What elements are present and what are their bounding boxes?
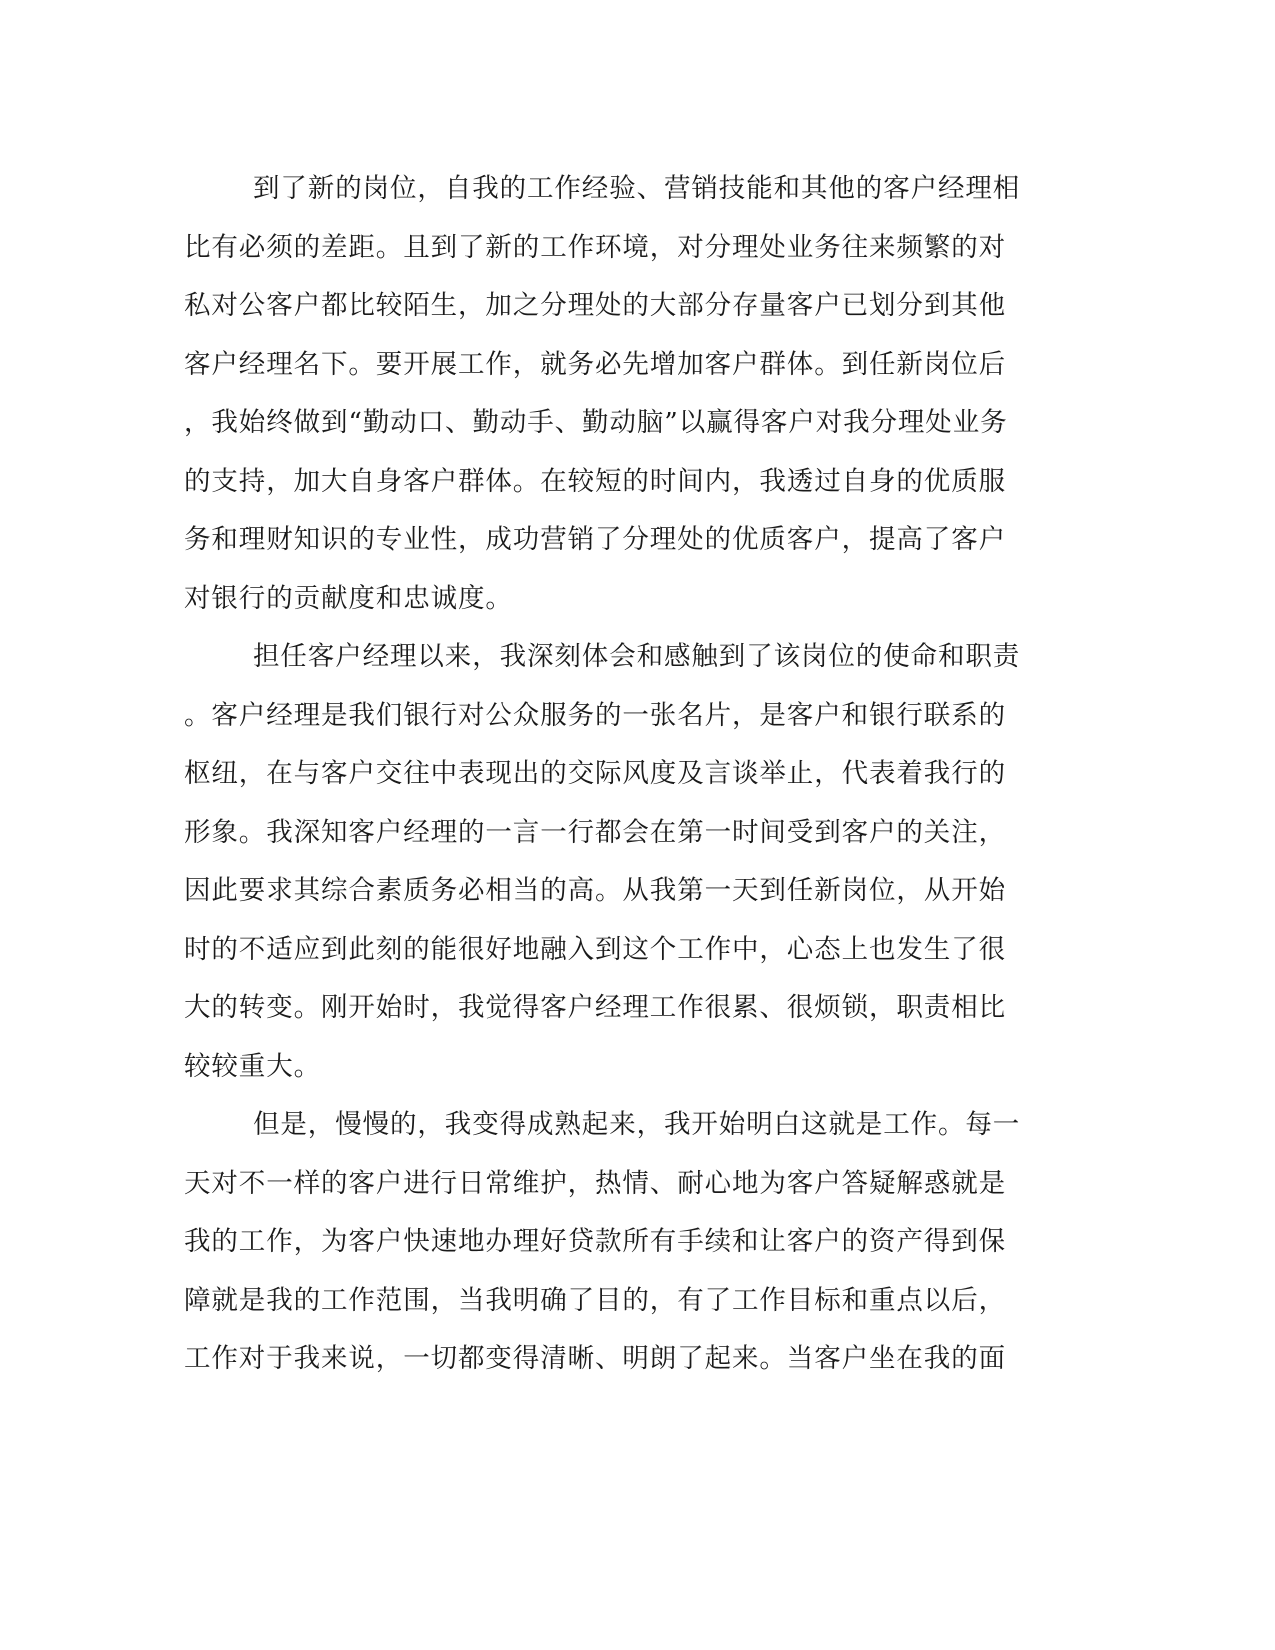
- text-line: 大的转变。刚开始时，我觉得客户经理工作很累、很烦锁，职责相比: [184, 992, 1006, 1023]
- paragraph-3: [184, 1096, 1044, 1389]
- text-line: 务和理财知识的专业性，成功营销了分理处的优质客户，提高了客户: [184, 524, 1006, 555]
- text-line: 因此要求其综合素质务必相当的高。从我第一天到任新岗位，从开始: [184, 875, 1006, 906]
- text-line: 时的不适应到此刻的能很好地融入到这个工作中，心态上也发生了很: [184, 933, 1006, 965]
- text-line: 的支持，加大自身客户群体。在较短的时间内，我透过自身的优质服: [184, 465, 1006, 497]
- text-line: 形象。我深知客户经理的一言一行都会在第一时间受到客户的关注，: [184, 816, 1006, 848]
- text-line: 到了新的岗位，自我的工作经验、营销技能和其他的客户经理相: [253, 173, 1021, 204]
- text-line: 工作对于我来说，一切都变得清晰、明朗了起来。当客户坐在我的面: [184, 1343, 1006, 1374]
- text-line: 私对公客户都比较陌生，加之分理处的大部分存量客户已划分到其他: [184, 290, 1006, 321]
- text-line: 障就是我的工作范围，当我明确了目的，有了工作目标和重点以后，: [184, 1284, 1006, 1316]
- text-line: 客户经理名下。要开展工作，就务必先增加客户群体。到任新岗位后: [184, 348, 1006, 380]
- document-body: [184, 160, 1044, 1389]
- text-line: 较较重大。: [184, 1050, 321, 1082]
- text-line: 我的工作，为客户快速地办理好贷款所有手续和让客户的资产得到保: [184, 1226, 1006, 1257]
- text-line: 。客户经理是我们银行对公众服务的一张名片，是客户和银行联系的: [184, 699, 1006, 731]
- text-line: 枢纽，在与客户交往中表现出的交际风度及言谈举止，代表着我行的: [184, 758, 1006, 789]
- text-line: ，我始终做到“勤动口、勤动手、勤动脑”以赢得客户对我分理处业务: [184, 407, 1008, 438]
- text-line: 比有必须的差距。且到了新的工作环境，对分理处业务往来频繁的对: [184, 231, 1006, 263]
- paragraph-1: [184, 160, 1044, 628]
- text-line: 但是，慢慢的，我变得成熟起来，我开始明白这就是工作。每一: [253, 1109, 1021, 1140]
- text-line: 担任客户经理以来，我深刻体会和感触到了该岗位的使命和职责: [253, 641, 1021, 672]
- paragraph-2: [184, 628, 1044, 1096]
- text-line: 对银行的贡献度和忠诚度。: [184, 582, 513, 614]
- text-line: 天对不一样的客户进行日常维护，热情、耐心地为客户答疑解惑就是: [184, 1167, 1006, 1199]
